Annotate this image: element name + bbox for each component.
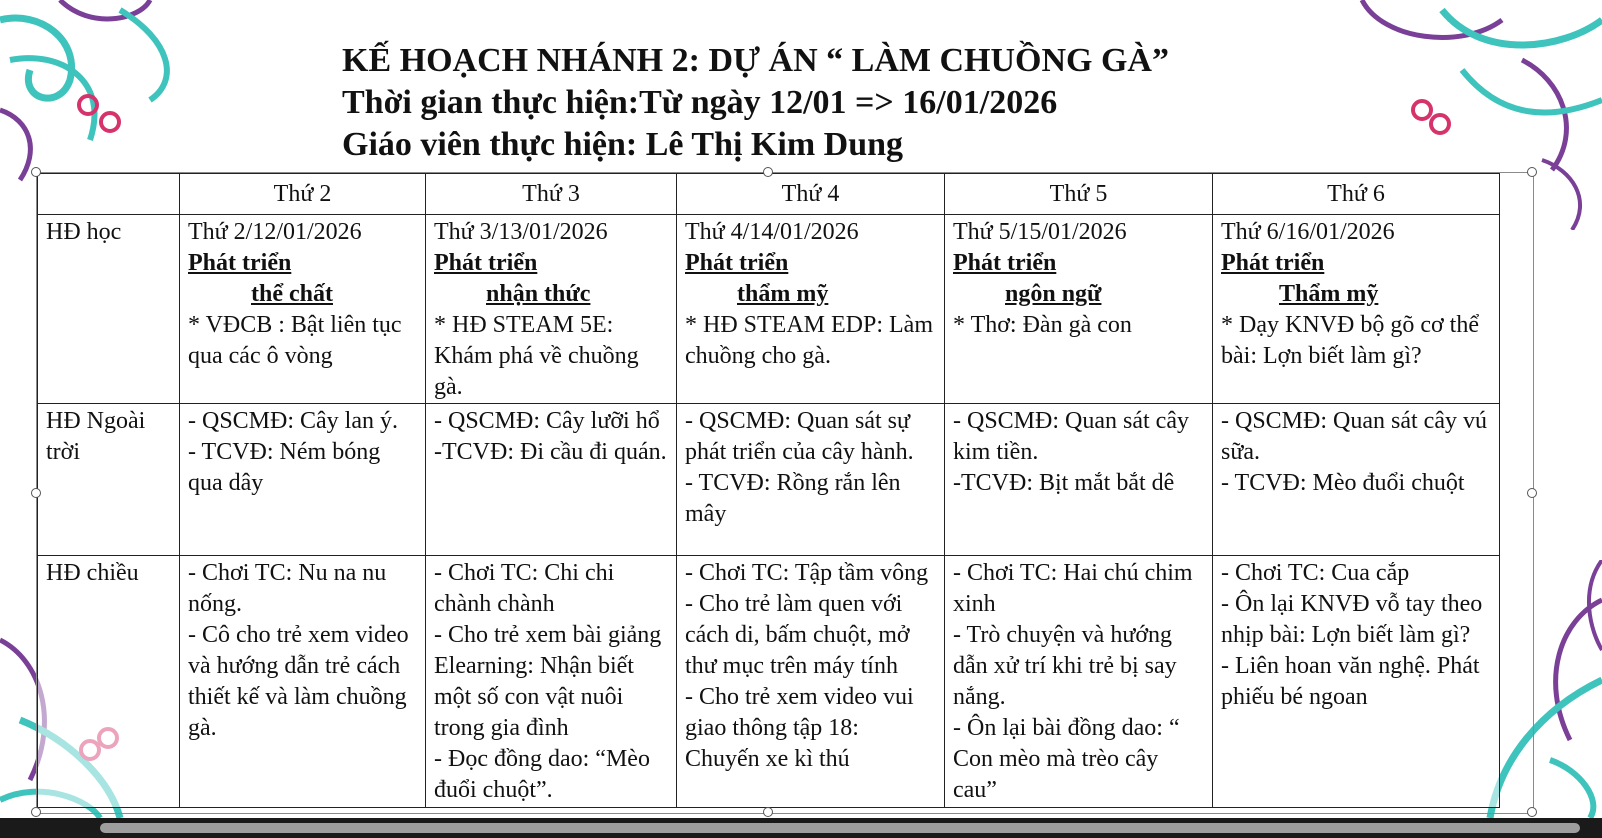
table-cell (180, 215, 426, 404)
table-cell (426, 556, 677, 808)
cell-text: - Chơi TC: Tập tầm vông (685, 560, 929, 586)
resize-handle-left[interactable] (31, 488, 41, 498)
header-corner-cell (38, 174, 180, 215)
resize-handle-bottom-left[interactable] (31, 807, 41, 817)
cell-text: - QSCMĐ: Quan sát sự phát triển của cây hành. (685, 408, 914, 465)
cell-date: Thứ 6/16/01/2026 (1221, 219, 1395, 245)
row-label: HĐ Ngoài trời (38, 404, 180, 556)
table-row-outdoor (38, 404, 1500, 556)
table-cell (426, 215, 677, 404)
cell-domain-sub: thể chất (251, 281, 333, 307)
row-label: HĐ học (38, 215, 180, 404)
cell-text: - Chơi TC: Hai chú chim xinh (953, 560, 1193, 617)
row-label: HĐ chiều (38, 556, 180, 808)
plan-teacher: Giáo viên thực hiện: Lê Thị Kim Dung (342, 126, 904, 163)
cell-domain-sub: nhận thức (486, 281, 591, 307)
cell-text: * Thơ: Đàn gà con (953, 312, 1132, 338)
table-header-row (38, 174, 1500, 215)
cell-domain: Phát triển (953, 250, 1057, 276)
plan-table (37, 173, 1500, 808)
cell-text: - TCVĐ: Mèo đuổi chuột (1221, 470, 1465, 496)
cell-text: - QSCMĐ: Cây lan ý. (188, 408, 398, 434)
cell-text: - Ôn lại bài đồng dao: “ Con mèo mà trèo cây cau” (953, 715, 1180, 803)
cell-text: - QSCMĐ: Cây lưỡi hổ (434, 408, 660, 434)
resize-handle-bottom[interactable] (763, 807, 773, 817)
resize-handle-top-right[interactable] (1527, 167, 1537, 177)
cell-text: - Cô cho trẻ xem video và hướng dẫn trẻ cách thiết kế và làm chuồng gà. (188, 622, 409, 741)
cell-text: - Chơi TC: Cua cắp (1221, 560, 1410, 586)
cell-text: -TCVĐ: Đi cầu đi quán. (434, 439, 667, 465)
cell-text: -TCVĐ: Bịt mắt bắt dê (953, 470, 1175, 496)
cell-text: - Cho trẻ xem bài giảng Elearning: Nhận biết một số con vật nuôi trong gia đình (434, 622, 662, 741)
cell-domain-sub: thẩm mỹ (737, 281, 829, 307)
cell-date: Thứ 5/15/01/2026 (953, 219, 1127, 245)
day-header: Thứ 4 (677, 174, 945, 215)
cell-text: - Liên hoan văn nghệ. Phát phiếu bé ngoan (1221, 653, 1480, 710)
resize-handle-top-left[interactable] (31, 167, 41, 177)
cell-domain-sub: Thẩm mỹ (1279, 281, 1379, 307)
horizontal-scrollbar[interactable] (0, 818, 1602, 838)
cell-domain: Phát triển (685, 250, 789, 276)
table-cell (945, 556, 1213, 808)
resize-handle-bottom-right[interactable] (1527, 807, 1537, 817)
table-cell (180, 556, 426, 808)
table-cell (945, 215, 1213, 404)
cell-text: * HĐ STEAM 5E: Khám phá về chuồng gà. (434, 312, 639, 400)
scrollbar-thumb[interactable] (100, 823, 1580, 833)
day-header: Thứ 5 (945, 174, 1213, 215)
plan-time: Thời gian thực hiện:Từ ngày 12/01 => 16/01/2026 (342, 84, 1058, 121)
cell-date: Thứ 3/13/01/2026 (434, 219, 608, 245)
cell-text: - TCVĐ: Ném bóng qua dây (188, 439, 381, 496)
table-cell (180, 404, 426, 556)
table-cell (677, 556, 945, 808)
resize-handle-top[interactable] (763, 167, 773, 177)
day-header: Thứ 6 (1213, 174, 1500, 215)
cell-domain-sub: ngôn ngữ (1005, 281, 1102, 307)
cell-text: - Chơi TC: Chi chi chành chành (434, 560, 615, 617)
plan-heading (342, 40, 1169, 166)
cell-domain: Phát triển (188, 250, 292, 276)
cell-date: Thứ 4/14/01/2026 (685, 219, 859, 245)
cell-date: Thứ 2/12/01/2026 (188, 219, 362, 245)
cell-domain: Phát triển (1221, 250, 1325, 276)
day-header: Thứ 2 (180, 174, 426, 215)
table-cell (426, 404, 677, 556)
cell-text: * HĐ STEAM EDP: Làm chuồng cho gà. (685, 312, 933, 369)
cell-text: - QSCMĐ: Quan sát cây kim tiền. (953, 408, 1189, 465)
day-header: Thứ 3 (426, 174, 677, 215)
cell-text: - TCVĐ: Rồng rắn lên mây (685, 470, 901, 527)
table-cell (677, 215, 945, 404)
table-row-afternoon (38, 556, 1500, 808)
cell-text: - Cho trẻ xem video vui giao thông tập 18: Chuyến xe kì thú (685, 684, 914, 772)
plan-title: KẾ HOẠCH NHÁNH 2: DỰ ÁN “ LÀM CHUỒNG GÀ” (342, 42, 1169, 79)
cell-domain: Phát triển (434, 250, 538, 276)
table-cell (1213, 215, 1500, 404)
table-cell (1213, 404, 1500, 556)
cell-text: - Ôn lại KNVĐ vỗ tay theo nhịp bài: Lợn biết làm gì? (1221, 591, 1483, 648)
table-cell (1213, 556, 1500, 808)
table-cell (945, 404, 1213, 556)
cell-text: * Dạy KNVĐ bộ gõ cơ thể bài: Lợn biết làm gì? (1221, 312, 1479, 369)
cell-text: - Cho trẻ làm quen với cách di, bấm chuột, mở thư mục trên máy tính (685, 591, 910, 679)
table-row-learning (38, 215, 1500, 404)
cell-text: - Đọc đồng dao: “Mèo đuổi chuột”. (434, 746, 650, 803)
cell-text: - Trò chuyện và hướng dẫn xử trí khi trẻ bị say nắng. (953, 622, 1177, 710)
cell-text: * VĐCB : Bật liên tục qua các ô vòng (188, 312, 402, 369)
resize-handle-right[interactable] (1527, 488, 1537, 498)
table-cell (677, 404, 945, 556)
cell-text: - Chơi TC: Nu na nu nống. (188, 560, 387, 617)
cell-text: - QSCMĐ: Quan sát cây vú sữa. (1221, 408, 1487, 465)
